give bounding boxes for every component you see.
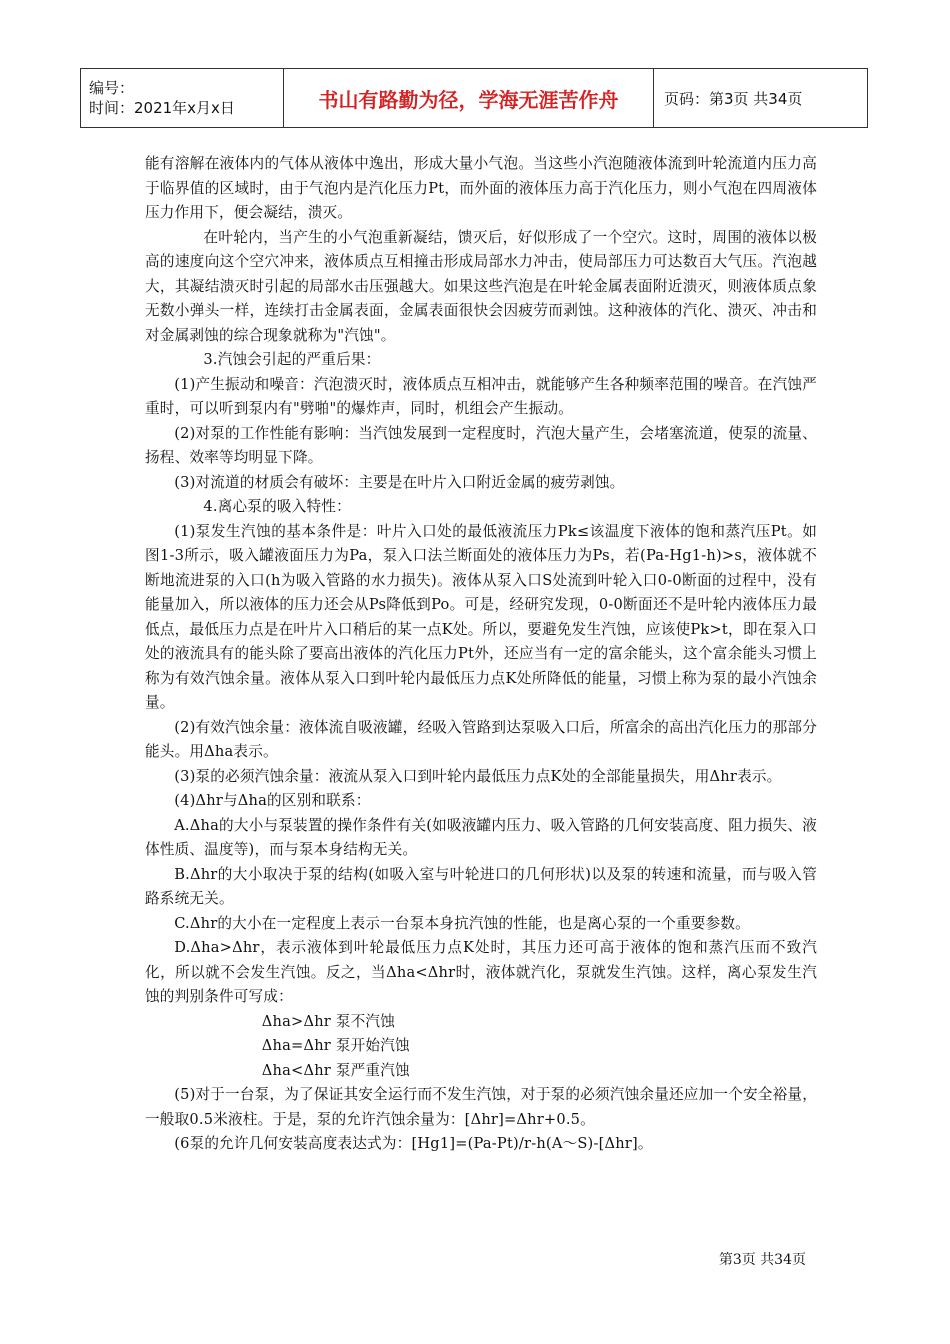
document-body — [145, 152, 817, 1157]
paragraph: A.Δha的大小与泵装置的操作条件有关(如吸液罐内压力、吸入管路的几何安装高度、阻力损失、液体性质、温度等)，而与泵本身结构无关。 — [145, 816, 817, 858]
paragraph: 能有溶解在液体内的气体从液体中逸出，形成大量小气泡。当这些小汽泡随液体流到叶轮流道内压力高于临界值的区域时，由于气泡内是汽化压力Pt，而外面的液体压力高于汽化压力，则小气泡在四周液体压力作用下，便会凝结，溃灭。 — [145, 155, 817, 221]
paragraph: 在叶轮内，当产生的小气泡重新凝结，馈灭后，好似形成了一个空穴。这时，周围的液体以极高的速度向这个空穴冲来，液体质点互相撞击形成局部水力冲击，使局部压力可达数百大气压。汽泡越大，其凝结溃灭时引起的局部水击压强越大。如果这些汽泡是在叶轮金属表面附近溃灭，则液体质点象无数小弹头一样，连续打击金属表面，金属表面很快会因疲劳而剥蚀。这种液体的汽化、溃灭、冲击和对金属剥蚀的综合现象就称为"汽蚀"。 — [145, 228, 817, 344]
page-code-text: 页码：第3页 共34页 — [664, 89, 803, 108]
header-page-code — [653, 69, 867, 127]
header-meta — [81, 69, 283, 127]
paragraph: B.Δhr的大小取决于泵的结构(如吸入室与叶轮进口的几何形状)以及泵的转速和流量，而与吸入管路系统无关。 — [145, 865, 817, 907]
paragraph: D.Δha>Δhr，表示液体到叶轮最低压力点K处时，其压力还可高于液体的饱和蒸汽压而不致汽化，所以就不会发生汽蚀。反之，当Δha<Δhr时，液体就汽化，泵就发生汽蚀。这样，离心泵发生汽蚀的判别条件可写成： — [145, 939, 817, 1005]
paragraph: (2)有效汽蚀余量：液体流自吸液罐，经吸入管路到达泵吸入口后，所富余的高出汽化压力的那部分能头。用Δha表示。 — [145, 718, 817, 760]
page-footer: 第3页 共34页 — [718, 1252, 806, 1268]
condition-line: Δha>Δhr 泵不汽蚀 — [261, 1012, 395, 1030]
section-heading: 3.汽蚀会引起的严重后果： — [203, 351, 381, 368]
paragraph: (3)对流道的材质会有破坏：主要是在叶片入口附近金属的疲劳剥蚀。 — [174, 473, 625, 491]
document-number-label: 编号： — [89, 79, 135, 97]
paragraph: (6泵的允许几何安装高度表达式为：[Hg1]=(Pa-Pt)/r-h(A～S)-[Δhr]。 — [174, 1135, 653, 1152]
paragraph: (2)对泵的工作性能有影响：当汽蚀发展到一定程度时，汽泡大量产生，会堵塞流道，使泵的流量、扬程、效率等均明显下降。 — [145, 424, 817, 466]
document-time-label: 时间：2021年x月x日 — [89, 99, 235, 117]
motto-text: 书山有路勤为径，学海无涯苦作舟 — [318, 87, 619, 112]
paragraph: (1)泵发生汽蚀的基本条件是：叶片入口处的最低液流压力Pk≤该温度下液体的饱和蒸汽压Pt。如图1-3所示，吸入罐液面压力为Pa，泵入口法兰断面处的液体压力为Ps，若(Pa-Hg1-h)>s，液体就不断地流进泵的入口(h为吸入管路的水力损失)。液体从泵入口S处流到叶轮入口0-0断面的过程中，没有能量加入，所以液体的压力还会从Ps降低到Po。可是，经研究发现，0-0断面还不是叶轮内液体压力最低点，最低压力点是在叶片入口稍后的某一点K处。所以，要避免发生汽蚀，应该使Pk>t，即在泵入口处的液流具有的能头除了要高出液体的汽化压力Pt外，还应当有一定的富余能头，这个富余能头习惯上称为有效汽蚀余量。液体从泵入口到叶轮内最低压力点K处所降低的能量，习惯上称为泵的最小汽蚀余量。 — [145, 522, 817, 711]
header-motto — [283, 69, 653, 127]
page-header — [80, 68, 868, 128]
condition-line: Δha=Δhr 泵开始汽蚀 — [261, 1037, 410, 1054]
paragraph: (3)泵的必须汽蚀余量：液流从泵入口到叶轮内最低压力点K处的全部能量损失，用Δhr表示。 — [174, 767, 782, 785]
paragraph: (1)产生振动和噪音：汽泡溃灭时，液体质点互相冲击，就能够产生各种频率范围的噪音。在汽蚀严重时，可以听到泵内有"劈啪"的爆炸声，同时，机组会产生振动。 — [145, 375, 817, 417]
paragraph: C.Δhr的大小在一定程度上表示一台泵本身抗汽蚀的性能，也是离心泵的一个重要参数。 — [174, 914, 750, 932]
paragraph: (4)Δhr与Δha的区别和联系： — [174, 792, 371, 809]
condition-line: Δha<Δhr 泵严重汽蚀 — [261, 1061, 410, 1079]
paragraph: (5)对于一台泵，为了保证其安全运行而不发生汽蚀，对于泵的必须汽蚀余量还应加一个安全裕量，一般取0.5米液柱。于是，泵的允许汽蚀余量为：[Δhr]=Δhr+0.5。 — [145, 1086, 817, 1128]
section-heading: 4.离心泵的吸入特性： — [203, 498, 351, 515]
